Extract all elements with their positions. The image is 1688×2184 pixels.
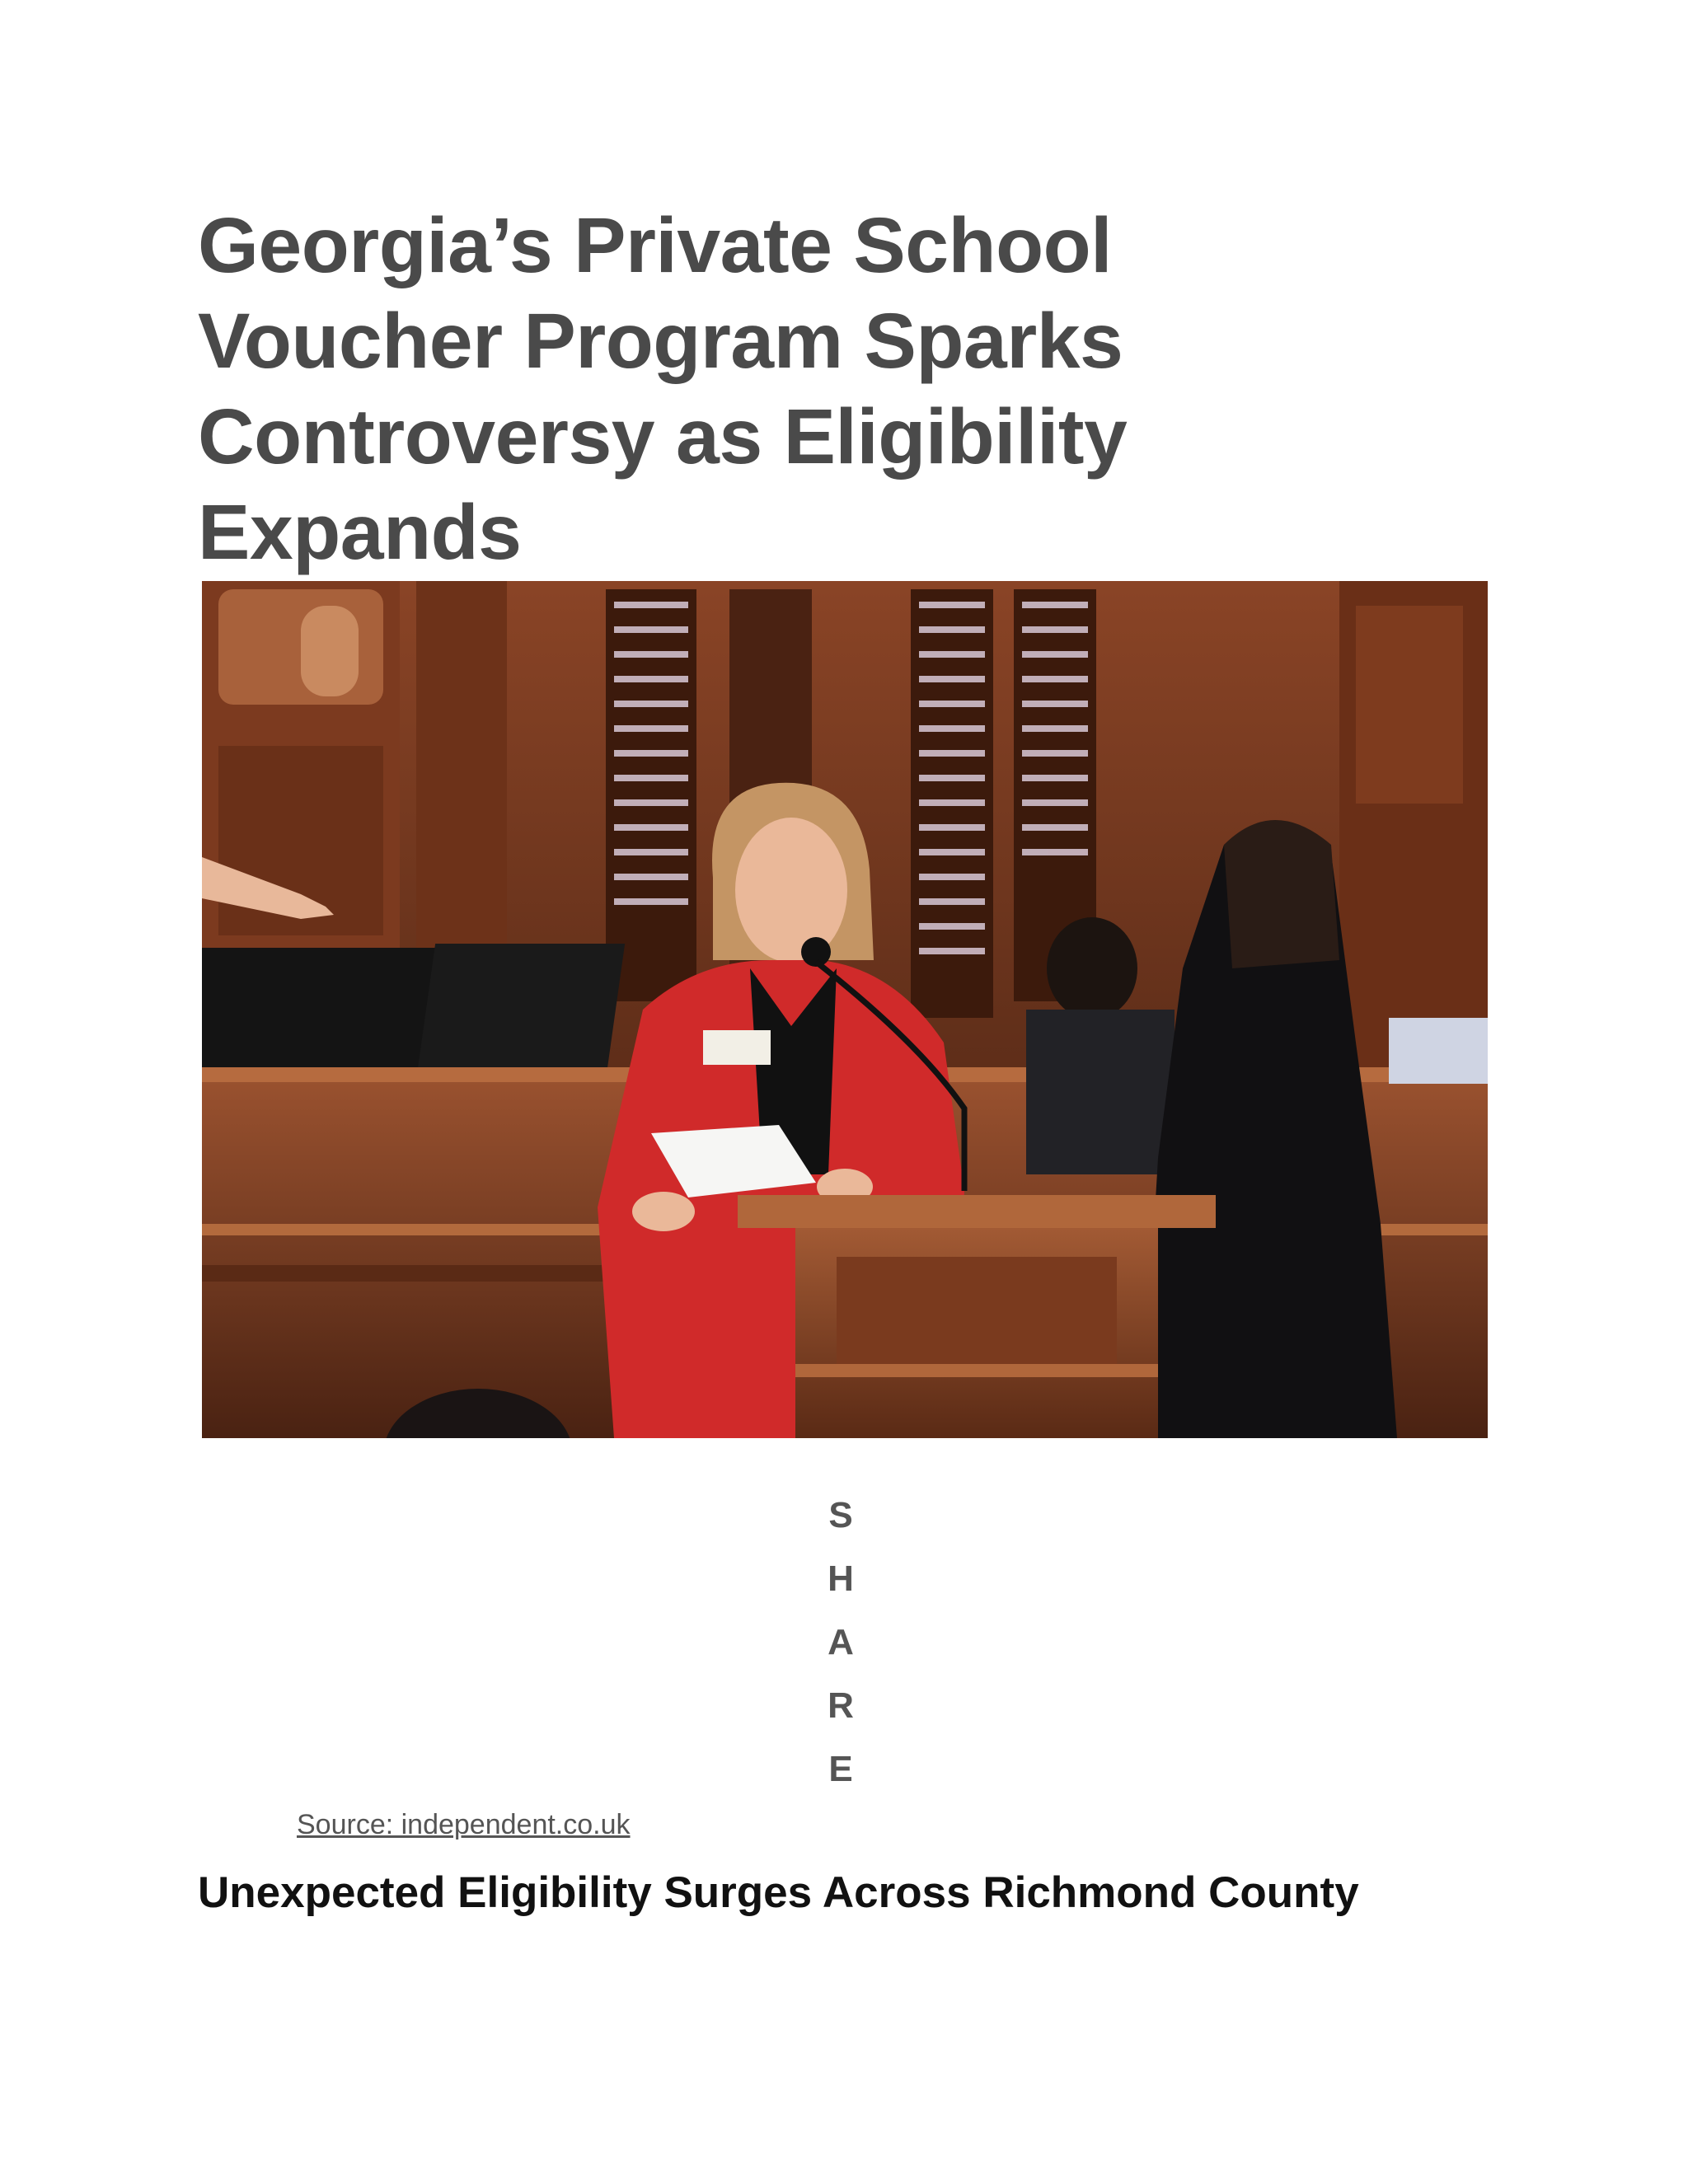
article-photo (202, 581, 1488, 1438)
share-letter-a: A (828, 1622, 854, 1662)
photo-image-icon (202, 581, 1488, 1438)
share-letter-s: S (828, 1495, 853, 1535)
share-vertical-label[interactable] (812, 1483, 870, 1801)
share-letter-r: R (828, 1685, 854, 1726)
article-headline: Georgia’s Private School Voucher Program Sparks Controversy as Eligibility Expands (198, 202, 1128, 576)
share-letter-e: E (828, 1749, 853, 1789)
section-subheading: Unexpected Eligibility Surges Across Richmond County (198, 1868, 1359, 1917)
photo-source-link[interactable]: Source: independent.co.uk (297, 1809, 631, 1840)
share-letter-h: H (828, 1558, 854, 1599)
